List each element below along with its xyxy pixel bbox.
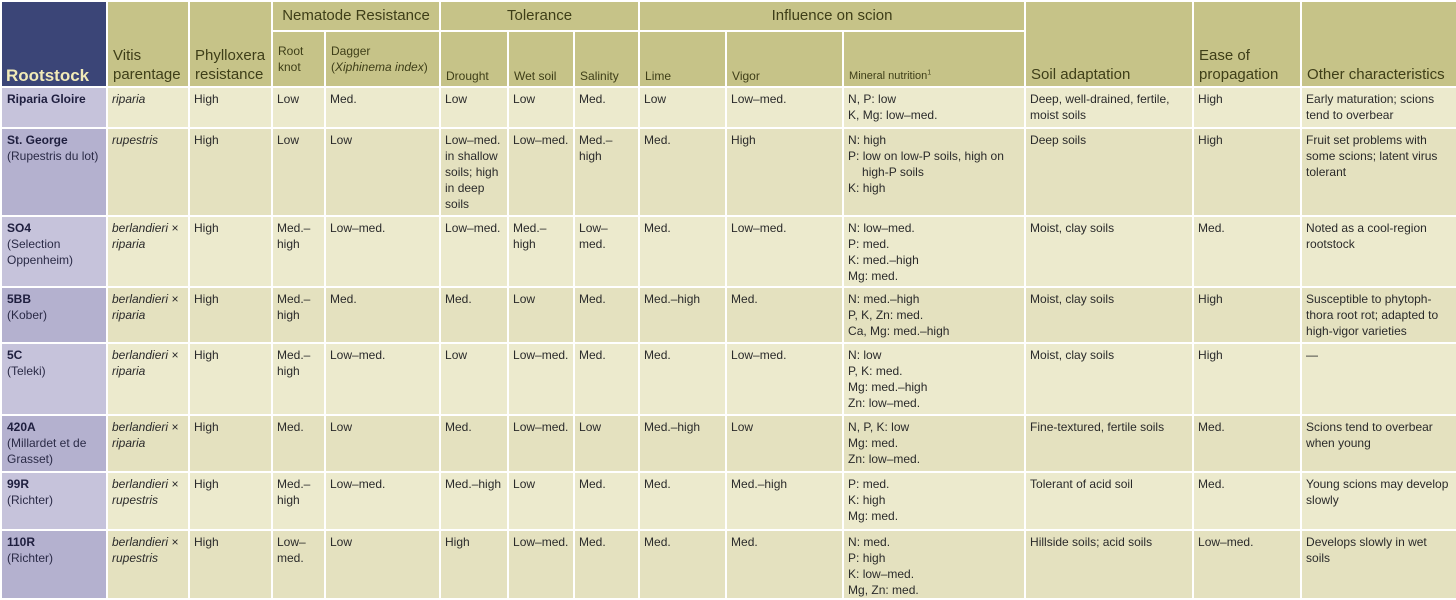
- root-knot-cell: Med.–high: [272, 472, 325, 530]
- other-characteristics-cell: Fruit set problems with some scions; latent virus tolerant: [1301, 128, 1456, 216]
- salinity-cell: Med.: [574, 87, 639, 128]
- mineral-line: Ca, Mg: med.–high: [848, 324, 950, 338]
- parentage-cell: rupestris: [107, 128, 189, 216]
- root-knot-header: Root knot: [272, 31, 325, 87]
- other-characteristics-cell: —: [1301, 343, 1456, 415]
- rootstock-name: 420A: [7, 420, 36, 434]
- influence-on-scion-header: Influence on scion: [639, 1, 1025, 31]
- mineral-line: Zn: low–med.: [848, 452, 921, 466]
- lime-cell: Med.–high: [639, 415, 726, 472]
- mineral-line: Zn: low–med.: [848, 396, 921, 410]
- rootstock-cell: [1, 343, 107, 415]
- root-knot-cell: Med.–high: [272, 287, 325, 343]
- table-row: [1, 472, 1456, 530]
- soil-adaptation-cell: Moist, clay soils: [1025, 343, 1193, 415]
- mineral-line: Mg: med.: [848, 436, 899, 450]
- soil-adaptation-cell: Moist, clay soils: [1025, 287, 1193, 343]
- mineral-nutrition-cell: [843, 216, 1025, 287]
- rootstock-name: 110R: [7, 535, 36, 549]
- vigor-cell: Low–med.: [726, 343, 843, 415]
- rootstock-alias: (Richter): [7, 551, 54, 565]
- rootstock-cell: [1, 87, 107, 128]
- phylloxera-cell: High: [189, 87, 272, 128]
- rootstock-alias: (Teleki): [7, 364, 46, 378]
- mineral-line: P: med.: [848, 237, 890, 251]
- soil-adaptation-cell: Tolerant of acid soil: [1025, 472, 1193, 530]
- dagger-cell: Med.: [325, 87, 440, 128]
- mineral-line: N: high: [848, 133, 887, 147]
- mineral-nutrition-header: [843, 31, 1025, 87]
- table-header: [1, 1, 1456, 87]
- vigor-cell: Med.–high: [726, 472, 843, 530]
- mineral-nutrition-cell: [843, 472, 1025, 530]
- lime-cell: Med.: [639, 216, 726, 287]
- lime-cell: Low: [639, 87, 726, 128]
- table-row: [1, 530, 1456, 599]
- rootstock-alias: (Richter): [7, 493, 54, 507]
- other-characteristics-cell: Susceptible to phytoph-thora root rot; adapted to high-vigor varieties: [1301, 287, 1456, 343]
- mineral-line: K: med.–high: [848, 253, 919, 267]
- rootstock-cell: [1, 287, 107, 343]
- vigor-header: Vigor: [726, 31, 843, 87]
- drought-cell: Low: [440, 343, 508, 415]
- propagation-cell: High: [1193, 343, 1301, 415]
- wet-soil-header: Wet soil: [508, 31, 574, 87]
- salinity-cell: Low: [574, 415, 639, 472]
- salinity-cell: Med.–high: [574, 128, 639, 216]
- soil-adaptation-cell: Hillside soils; acid soils: [1025, 530, 1193, 599]
- rootstock-name: 5C: [7, 348, 23, 362]
- mineral-line: K, Mg: low–med.: [848, 108, 938, 122]
- parentage-cell: berlandieri × rupestris: [107, 530, 189, 599]
- parentage-cell: berlandieri × riparia: [107, 287, 189, 343]
- mineral-line: K: high: [848, 493, 886, 507]
- vigor-cell: Med.: [726, 287, 843, 343]
- rootstock-name: 99R: [7, 477, 30, 491]
- mineral-line: P: high: [848, 551, 886, 565]
- dagger-cell: Med.: [325, 287, 440, 343]
- wet-soil-cell: Low–med.: [508, 128, 574, 216]
- mineral-nutrition-cell: [843, 128, 1025, 216]
- parentage-cell: berlandieri × riparia: [107, 216, 189, 287]
- drought-cell: Med.: [440, 287, 508, 343]
- dagger-species: Xiphinema index: [335, 60, 424, 74]
- salinity-cell: Med.: [574, 287, 639, 343]
- drought-cell: High: [440, 530, 508, 599]
- mineral-nutrition-cell: [843, 287, 1025, 343]
- propagation-cell: Med.: [1193, 415, 1301, 472]
- mineral-line: N: low: [848, 348, 882, 362]
- dagger-cell: Low: [325, 530, 440, 599]
- rootstock-cell: [1, 128, 107, 216]
- parentage-cell: berlandieri × riparia: [107, 415, 189, 472]
- mineral-line: Mg: med.–high: [848, 380, 928, 394]
- mineral-line: P: med.: [848, 477, 890, 491]
- wet-soil-cell: Med.–high: [508, 216, 574, 287]
- rootstock-name: St. George: [7, 133, 68, 147]
- table-row: [1, 128, 1456, 216]
- phylloxera-cell: High: [189, 287, 272, 343]
- mineral-line: N: low–med.: [848, 221, 915, 235]
- rootstock-alias: (Rupestris du lot): [7, 149, 99, 163]
- vigor-cell: Low–med.: [726, 216, 843, 287]
- mineral-line: high-P soils: [862, 165, 924, 179]
- dagger-cell: Low: [325, 128, 440, 216]
- rootstock-name: SO4: [7, 221, 32, 235]
- rootstock-cell: [1, 472, 107, 530]
- rootstock-alias: (Kober): [7, 308, 48, 322]
- lime-cell: Med.: [639, 472, 726, 530]
- rootstock-header: Rootstock: [1, 1, 107, 87]
- salinity-header: Salinity: [574, 31, 639, 87]
- propagation-cell: Med.: [1193, 472, 1301, 530]
- salinity-cell: Med.: [574, 472, 639, 530]
- wet-soil-cell: Low: [508, 287, 574, 343]
- parentage-cell: riparia: [107, 87, 189, 128]
- vitis-parentage-header: Vitis parentage: [107, 1, 189, 87]
- rootstock-cell: [1, 530, 107, 599]
- phylloxera-header: Phylloxera resistance: [189, 1, 272, 87]
- mineral-line: Mg: med.: [848, 269, 899, 283]
- wet-soil-cell: Low–med.: [508, 530, 574, 599]
- ease-of-propagation-header: Ease of propagation: [1193, 1, 1301, 87]
- table-row: [1, 87, 1456, 128]
- parentage-cell: berlandieri × rupestris: [107, 472, 189, 530]
- table-row: [1, 415, 1456, 472]
- lime-cell: Med.: [639, 343, 726, 415]
- root-knot-cell: Low: [272, 128, 325, 216]
- other-characteristics-cell: Young scions may develop slowly: [1301, 472, 1456, 530]
- root-knot-cell: Med.: [272, 415, 325, 472]
- vigor-cell: High: [726, 128, 843, 216]
- mineral-nutrition-cell: [843, 530, 1025, 599]
- wet-soil-cell: Low–med.: [508, 343, 574, 415]
- soil-adaptation-cell: Deep, well-drained, fertile, moist soils: [1025, 87, 1193, 128]
- salinity-cell: Low–med.: [574, 216, 639, 287]
- rootstock-name: 5BB: [7, 292, 32, 306]
- tolerance-header: Tolerance: [440, 1, 639, 31]
- dagger-header: Dagger (Xiphinema index): [325, 31, 440, 87]
- vigor-cell: Low–med.: [726, 87, 843, 128]
- table-row: [1, 216, 1456, 287]
- other-characteristics-header: Other characteristics: [1301, 1, 1456, 87]
- mineral-line: P: low on low-P soils, high on: [848, 149, 1004, 163]
- dagger-cell: Low: [325, 415, 440, 472]
- rootstock-alias: (Millardet et de Grasset): [7, 436, 87, 466]
- table-row: [1, 343, 1456, 415]
- dagger-cell: Low–med.: [325, 216, 440, 287]
- drought-cell: Low–med. in shallow soils; high in deep soils: [440, 128, 508, 216]
- root-knot-cell: Low–med.: [272, 530, 325, 599]
- mineral-nutrition-cell: [843, 415, 1025, 472]
- footnote-marker: 1: [927, 69, 932, 77]
- lime-cell: Med.: [639, 530, 726, 599]
- mineral-line: N, P: low: [848, 92, 897, 106]
- nematode-resistance-header: Nematode Resistance: [272, 1, 440, 31]
- vigor-cell: Low: [726, 415, 843, 472]
- mineral-line: P, K: med.: [848, 364, 903, 378]
- lime-cell: Med.: [639, 128, 726, 216]
- dagger-cell: Low–med.: [325, 343, 440, 415]
- root-knot-cell: Med.–high: [272, 216, 325, 287]
- soil-adaptation-cell: Moist, clay soils: [1025, 216, 1193, 287]
- phylloxera-cell: High: [189, 216, 272, 287]
- phylloxera-cell: High: [189, 415, 272, 472]
- drought-cell: Low–med.: [440, 216, 508, 287]
- propagation-cell: Med.: [1193, 216, 1301, 287]
- drought-header: Drought: [440, 31, 508, 87]
- propagation-cell: High: [1193, 287, 1301, 343]
- mineral-line: N, P, K: low: [848, 420, 910, 434]
- soil-adaptation-header: Soil adaptation: [1025, 1, 1193, 87]
- rootstock-cell: [1, 216, 107, 287]
- lime-header: Lime: [639, 31, 726, 87]
- mineral-line: P, K, Zn: med.: [848, 308, 924, 322]
- rootstock-alias: (Selection Oppenheim): [7, 237, 74, 267]
- soil-adaptation-cell: Fine-textured, fertile soils: [1025, 415, 1193, 472]
- mineral-nutrition-cell: [843, 87, 1025, 128]
- table-row: [1, 287, 1456, 343]
- root-knot-cell: Low: [272, 87, 325, 128]
- drought-cell: Med.–high: [440, 472, 508, 530]
- dagger-label: Dagger: [331, 44, 371, 58]
- mineral-line: K: high: [848, 181, 886, 195]
- table-body: [1, 87, 1456, 599]
- drought-cell: Low: [440, 87, 508, 128]
- soil-adaptation-cell: Deep soils: [1025, 128, 1193, 216]
- salinity-cell: Med.: [574, 530, 639, 599]
- rootstock-name: Riparia Gloire: [7, 92, 86, 106]
- dagger-cell: Low–med.: [325, 472, 440, 530]
- phylloxera-cell: High: [189, 530, 272, 599]
- phylloxera-cell: High: [189, 128, 272, 216]
- mineral-line: Mg: med.: [848, 509, 899, 523]
- phylloxera-cell: High: [189, 343, 272, 415]
- mineral-line: N: med.–high: [848, 292, 920, 306]
- propagation-cell: High: [1193, 128, 1301, 216]
- wet-soil-cell: Low–med.: [508, 415, 574, 472]
- wet-soil-cell: Low: [508, 87, 574, 128]
- lime-cell: Med.–high: [639, 287, 726, 343]
- mineral-line: N: med.: [848, 535, 891, 549]
- parentage-cell: berlandieri × riparia: [107, 343, 189, 415]
- mineral-line: K: low–med.: [848, 567, 915, 581]
- propagation-cell: Low–med.: [1193, 530, 1301, 599]
- root-knot-cell: Med.–high: [272, 343, 325, 415]
- phylloxera-cell: High: [189, 472, 272, 530]
- other-characteristics-cell: Early maturation; scions tend to overbear: [1301, 87, 1456, 128]
- rootstock-cell: [1, 415, 107, 472]
- propagation-cell: High: [1193, 87, 1301, 128]
- other-characteristics-cell: Develops slowly in wet soils: [1301, 530, 1456, 599]
- vigor-cell: Med.: [726, 530, 843, 599]
- other-characteristics-cell: Scions tend to overbear when young: [1301, 415, 1456, 472]
- mineral-nutrition-label: Mineral nutrition: [849, 70, 928, 82]
- mineral-nutrition-cell: [843, 343, 1025, 415]
- drought-cell: Med.: [440, 415, 508, 472]
- wet-soil-cell: Low: [508, 472, 574, 530]
- salinity-cell: Med.: [574, 343, 639, 415]
- mineral-line: Mg, Zn: med.: [848, 583, 919, 597]
- other-characteristics-cell: Noted as a cool-region rootstock: [1301, 216, 1456, 287]
